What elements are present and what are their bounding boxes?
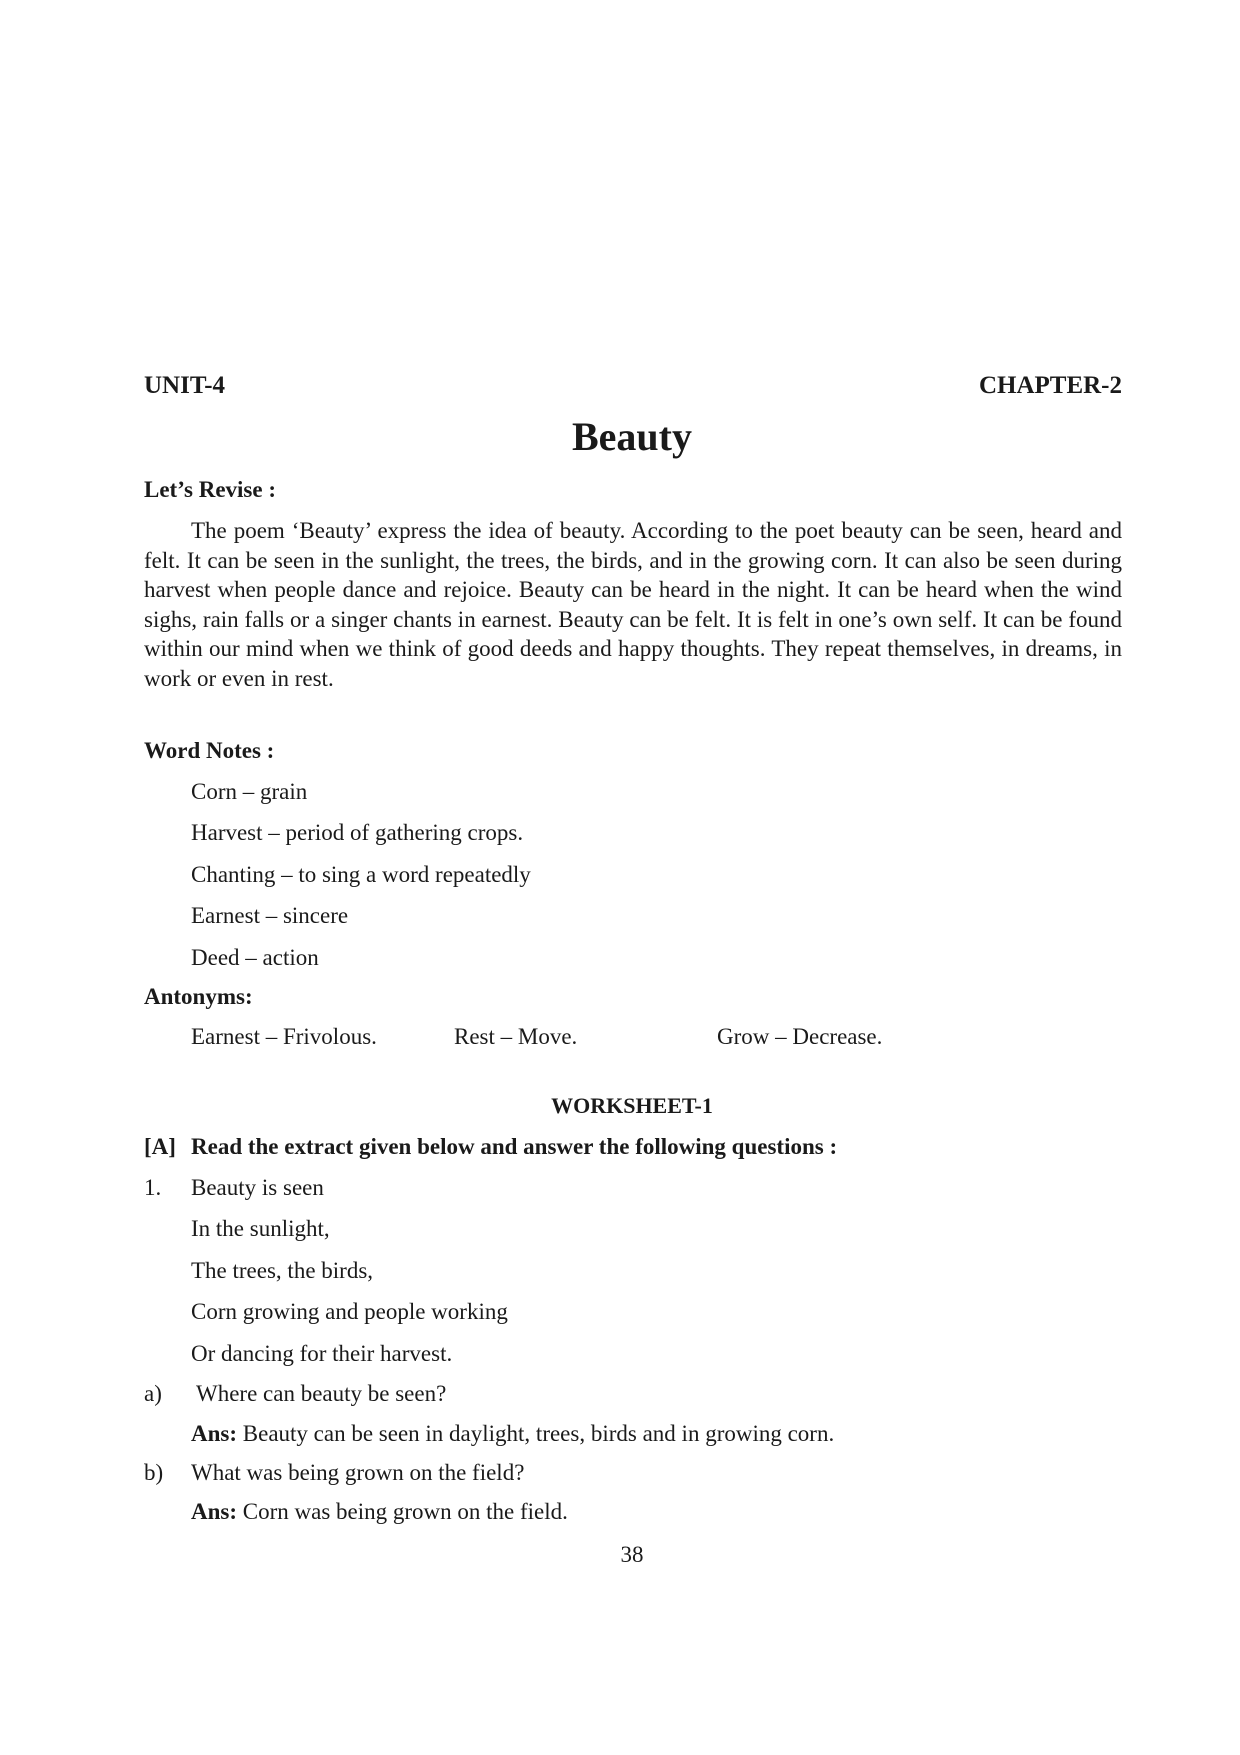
extract-line: In the sunlight,: [191, 1216, 330, 1241]
question-number: 1.: [144, 1175, 162, 1200]
answer-label: Ans:: [191, 1499, 238, 1524]
worksheet-title: WORKSHEET-1: [551, 1093, 713, 1118]
revise-heading: Let’s Revise :: [144, 477, 276, 502]
answer-line: [191, 1421, 834, 1447]
page-title: Beauty: [572, 414, 692, 459]
page-number: 38: [620, 1542, 644, 1567]
extract-line: Beauty is seen: [191, 1175, 324, 1200]
chapter-label: CHAPTER-2: [978, 372, 1122, 399]
answer-label: Ans:: [191, 1421, 238, 1446]
section-instruction: Read the extract given below and answer the following questions :: [191, 1134, 838, 1159]
extract-line: Corn growing and people working: [191, 1299, 508, 1324]
unit-label: UNIT-4: [144, 372, 226, 399]
antonyms-heading: Antonyms:: [144, 984, 253, 1009]
question-marker: b): [144, 1460, 164, 1485]
antonym-item: Grow – Decrease.: [717, 1024, 883, 1049]
answer-text: Corn was being grown on the field.: [242, 1499, 568, 1524]
word-note-item: Chanting – to sing a word repeatedly: [191, 862, 531, 887]
section-marker: [A]: [144, 1134, 176, 1159]
answer-line: [191, 1499, 568, 1525]
question-text: What was being grown on the field?: [191, 1460, 525, 1485]
question-marker: a): [144, 1381, 162, 1406]
word-note-item: Harvest – period of gathering crops.: [191, 820, 524, 845]
answer-text: Beauty can be seen in daylight, trees, birds and in growing corn.: [242, 1421, 835, 1446]
word-note-item: Corn – grain: [191, 779, 308, 804]
word-notes-heading: Word Notes :: [144, 738, 275, 763]
extract-line: The trees, the birds,: [191, 1258, 374, 1283]
word-note-item: Earnest – sincere: [191, 903, 349, 928]
extract-line: Or dancing for their harvest.: [191, 1341, 453, 1366]
question-text: Where can beauty be seen?: [196, 1381, 447, 1406]
word-note-item: Deed – action: [191, 945, 319, 970]
revise-paragraph: The poem ‘Beauty’ express the idea of beauty. According to the poet beauty can be seen, heard and felt. It can be seen in the sunlight, the trees, the birds, and in the growing corn. It can also be seen during harvest when people dance and rejoice. Beauty can be heard in the night. It can be heard when the wind sighs, rain falls or a singer chants in earnest. Beauty can be felt. It is felt in one’s own self. It can be found within our mind when we think of good deeds and happy thoughts. They repeat themselves, in dreams, in work or even in rest.: [144, 518, 1122, 691]
antonym-item: Rest – Move.: [454, 1024, 578, 1049]
antonym-item: Earnest – Frivolous.: [191, 1024, 377, 1049]
